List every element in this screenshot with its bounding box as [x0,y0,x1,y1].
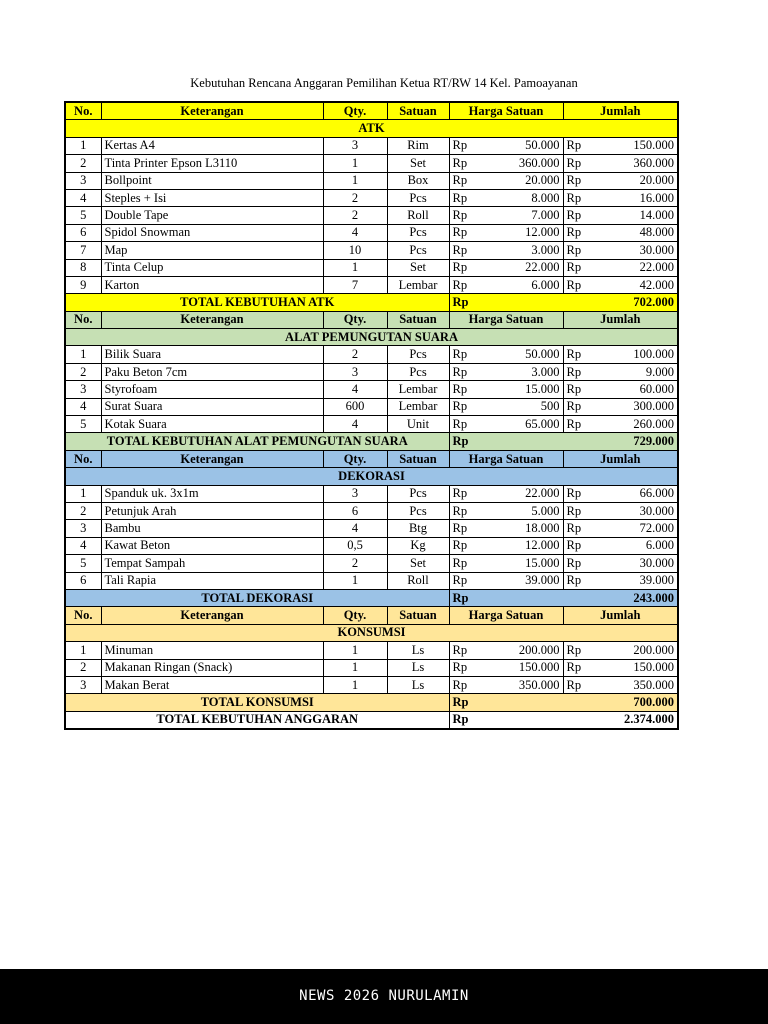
item-unit-price: 7.000 [479,207,563,224]
item-unit-price: 3.000 [479,242,563,259]
price-currency: Rp [449,659,479,676]
price-currency: Rp [449,520,479,537]
table-row [65,207,678,224]
item-unit-price: 39.000 [479,572,563,589]
item-unit-price: 8.000 [479,189,563,206]
price-currency: Rp [449,381,479,398]
amount-header: Jumlah [563,450,678,467]
item-qty: 3 [323,137,387,154]
item-amount: 260.000 [593,416,678,433]
header-row [65,450,678,467]
item-unit-price: 6.000 [479,276,563,293]
item-unit-price: 22.000 [479,485,563,502]
item-amount: 150.000 [593,137,678,154]
item-unit-price: 50.000 [479,137,563,154]
section-title: DEKORASI [65,468,678,485]
description-header: Keterangan [101,450,323,467]
table-row [65,555,678,572]
item-description: Bilik Suara [101,346,323,363]
section-total-amount: 729.000 [479,433,678,450]
item-amount: 39.000 [593,572,678,589]
item-unit: Pcs [387,346,449,363]
item-no: 5 [65,416,101,433]
item-unit-price: 18.000 [479,520,563,537]
unit-header: Satuan [387,102,449,120]
section-title-row [65,329,678,346]
amount-header: Jumlah [563,311,678,328]
table-row [65,416,678,433]
total-currency: Rp [563,398,593,415]
table-row [65,485,678,502]
total-currency: Rp [563,207,593,224]
section-total-currency: Rp [449,694,479,711]
item-amount: 300.000 [593,398,678,415]
item-amount: 42.000 [593,276,678,293]
price-currency: Rp [449,189,479,206]
price-currency: Rp [449,502,479,519]
section-total-label: TOTAL KONSUMSI [65,694,449,711]
price-currency: Rp [449,642,479,659]
section-total-currency: Rp [449,589,479,606]
item-description: Minuman [101,642,323,659]
price-currency: Rp [449,276,479,293]
item-description: Petunjuk Arah [101,502,323,519]
item-unit-price: 200.000 [479,642,563,659]
price-currency: Rp [449,259,479,276]
price-currency: Rp [449,224,479,241]
item-qty: 600 [323,398,387,415]
item-unit: Ls [387,676,449,693]
item-unit: Kg [387,537,449,554]
price-currency: Rp [449,242,479,259]
item-qty: 1 [323,572,387,589]
item-description: Bollpoint [101,172,323,189]
no-header: No. [65,102,101,120]
total-currency: Rp [563,572,593,589]
price-currency: Rp [449,555,479,572]
unit-price-header: Harga Satuan [449,311,563,328]
section-total-row [65,694,678,711]
grand-total-row [65,711,678,729]
item-description: Steples + Isi [101,189,323,206]
item-unit-price: 360.000 [479,155,563,172]
total-currency: Rp [563,172,593,189]
section-title-row [65,624,678,641]
total-currency: Rp [563,363,593,380]
item-no: 7 [65,242,101,259]
item-qty: 6 [323,502,387,519]
section-total-label: TOTAL KEBUTUHAN ATK [65,294,449,311]
item-unit: Rim [387,137,449,154]
item-amount: 6.000 [593,537,678,554]
item-no: 5 [65,207,101,224]
no-header: No. [65,607,101,624]
item-description: Kotak Suara [101,416,323,433]
item-description: Makan Berat [101,676,323,693]
item-description: Styrofoam [101,381,323,398]
total-currency: Rp [563,259,593,276]
description-header: Keterangan [101,102,323,120]
section-total-currency: Rp [449,433,479,450]
item-amount: 9.000 [593,363,678,380]
item-unit-price: 15.000 [479,381,563,398]
item-no: 5 [65,555,101,572]
total-currency: Rp [563,642,593,659]
item-unit: Lembar [387,398,449,415]
item-amount: 16.000 [593,189,678,206]
item-unit-price: 3.000 [479,363,563,380]
item-qty: 2 [323,207,387,224]
item-qty: 2 [323,346,387,363]
grand-total-amount: 2.374.000 [479,711,678,729]
price-currency: Rp [449,137,479,154]
item-description: Kertas A4 [101,137,323,154]
table-row [65,520,678,537]
item-description: Karton [101,276,323,293]
item-unit: Pcs [387,363,449,380]
price-currency: Rp [449,676,479,693]
item-unit-price: 150.000 [479,659,563,676]
total-currency: Rp [563,381,593,398]
price-currency: Rp [449,485,479,502]
qty-header: Qty. [323,450,387,467]
unit-header: Satuan [387,450,449,467]
item-qty: 0,5 [323,537,387,554]
item-unit-price: 15.000 [479,555,563,572]
section-title-row [65,120,678,137]
item-qty: 2 [323,555,387,572]
total-currency: Rp [563,224,593,241]
item-unit: Ls [387,659,449,676]
item-no: 4 [65,398,101,415]
item-unit: Ls [387,642,449,659]
total-currency: Rp [563,676,593,693]
unit-header: Satuan [387,607,449,624]
section-total-currency: Rp [449,294,479,311]
no-header: No. [65,311,101,328]
item-unit-price: 12.000 [479,224,563,241]
item-qty: 4 [323,381,387,398]
section-total-amount: 700.000 [479,694,678,711]
description-header: Keterangan [101,607,323,624]
total-currency: Rp [563,276,593,293]
item-description: Tempat Sampah [101,555,323,572]
item-amount: 360.000 [593,155,678,172]
amount-header: Jumlah [563,607,678,624]
item-amount: 150.000 [593,659,678,676]
price-currency: Rp [449,155,479,172]
table-row [65,398,678,415]
item-no: 1 [65,485,101,502]
item-description: Kawat Beton [101,537,323,554]
item-unit: Pcs [387,502,449,519]
price-currency: Rp [449,572,479,589]
item-amount: 72.000 [593,520,678,537]
item-qty: 3 [323,363,387,380]
section-total-amount: 702.000 [479,294,678,311]
item-qty: 4 [323,416,387,433]
total-currency: Rp [563,485,593,502]
item-amount: 60.000 [593,381,678,398]
table-row [65,189,678,206]
item-no: 3 [65,676,101,693]
unit-price-header: Harga Satuan [449,607,563,624]
price-currency: Rp [449,207,479,224]
total-currency: Rp [563,502,593,519]
section-total-label: TOTAL DEKORASI [65,589,449,606]
table-row [65,381,678,398]
budget-table [64,101,679,730]
item-unit-price: 12.000 [479,537,563,554]
grand-total-currency: Rp [449,711,479,729]
table-row [65,242,678,259]
section-total-amount: 243.000 [479,589,678,606]
section-title: ATK [65,120,678,137]
total-currency: Rp [563,659,593,676]
item-qty: 1 [323,155,387,172]
item-amount: 350.000 [593,676,678,693]
grand-total-label: TOTAL KEBUTUHAN ANGGARAN [65,711,449,729]
table-row [65,676,678,693]
section-total-row [65,294,678,311]
section-title: KONSUMSI [65,624,678,641]
table-row [65,172,678,189]
item-unit-price: 350.000 [479,676,563,693]
item-no: 2 [65,502,101,519]
section-total-label: TOTAL KEBUTUHAN ALAT PEMUNGUTAN SUARA [65,433,449,450]
item-no: 3 [65,520,101,537]
unit-price-header: Harga Satuan [449,450,563,467]
item-unit: Set [387,259,449,276]
item-unit: Roll [387,572,449,589]
item-unit-price: 22.000 [479,259,563,276]
table-row [65,537,678,554]
item-amount: 20.000 [593,172,678,189]
section-title-row [65,468,678,485]
item-description: Tali Rapia [101,572,323,589]
item-description: Tinta Printer Epson L3110 [101,155,323,172]
item-qty: 1 [323,259,387,276]
item-unit: Pcs [387,485,449,502]
item-description: Spidol Snowman [101,224,323,241]
total-currency: Rp [563,137,593,154]
item-no: 6 [65,572,101,589]
item-qty: 4 [323,520,387,537]
item-no: 4 [65,537,101,554]
price-currency: Rp [449,398,479,415]
item-no: 8 [65,259,101,276]
item-unit: Pcs [387,189,449,206]
item-description: Paku Beton 7cm [101,363,323,380]
item-unit-price: 500 [479,398,563,415]
item-unit: Lembar [387,276,449,293]
table-row [65,346,678,363]
table-row [65,659,678,676]
unit-header: Satuan [387,311,449,328]
item-qty: 1 [323,659,387,676]
item-unit: Pcs [387,224,449,241]
item-unit-price: 20.000 [479,172,563,189]
item-no: 1 [65,137,101,154]
item-no: 1 [65,346,101,363]
item-unit: Set [387,155,449,172]
item-amount: 14.000 [593,207,678,224]
table-row [65,137,678,154]
item-description: Makanan Ringan (Snack) [101,659,323,676]
item-no: 4 [65,189,101,206]
footer-banner: NEWS 2026 NURULAMIN [0,969,768,1024]
item-unit: Btg [387,520,449,537]
item-amount: 100.000 [593,346,678,363]
item-description: Tinta Celup [101,259,323,276]
item-qty: 1 [323,172,387,189]
total-currency: Rp [563,155,593,172]
qty-header: Qty. [323,311,387,328]
item-no: 1 [65,642,101,659]
item-amount: 30.000 [593,502,678,519]
total-currency: Rp [563,537,593,554]
section-total-row [65,433,678,450]
item-unit: Unit [387,416,449,433]
item-no: 6 [65,224,101,241]
price-currency: Rp [449,346,479,363]
item-no: 9 [65,276,101,293]
item-unit-price: 5.000 [479,502,563,519]
total-currency: Rp [563,242,593,259]
item-amount: 22.000 [593,259,678,276]
price-currency: Rp [449,172,479,189]
description-header: Keterangan [101,311,323,328]
item-unit-price: 50.000 [479,346,563,363]
item-qty: 7 [323,276,387,293]
item-unit: Roll [387,207,449,224]
total-currency: Rp [563,189,593,206]
item-description: Double Tape [101,207,323,224]
item-amount: 66.000 [593,485,678,502]
total-currency: Rp [563,346,593,363]
table-row [65,224,678,241]
item-description: Spanduk uk. 3x1m [101,485,323,502]
item-qty: 4 [323,224,387,241]
item-amount: 48.000 [593,224,678,241]
table-row [65,572,678,589]
item-unit-price: 65.000 [479,416,563,433]
item-amount: 30.000 [593,555,678,572]
item-qty: 1 [323,642,387,659]
item-qty: 10 [323,242,387,259]
item-unit: Pcs [387,242,449,259]
amount-header: Jumlah [563,102,678,120]
table-row [65,642,678,659]
document-title: Kebutuhan Rencana Anggaran Pemilihan Ketua RT/RW 14 Kel. Pamoayanan [190,76,578,90]
item-qty: 2 [323,189,387,206]
item-unit: Lembar [387,381,449,398]
price-currency: Rp [449,363,479,380]
price-currency: Rp [449,416,479,433]
item-no: 2 [65,363,101,380]
qty-header: Qty. [323,607,387,624]
item-unit: Set [387,555,449,572]
item-amount: 30.000 [593,242,678,259]
table-row [65,155,678,172]
table-row [65,276,678,293]
item-no: 2 [65,659,101,676]
item-description: Bambu [101,520,323,537]
table-row [65,502,678,519]
table-row [65,363,678,380]
item-no: 2 [65,155,101,172]
item-description: Surat Suara [101,398,323,415]
no-header: No. [65,450,101,467]
table-row [65,259,678,276]
item-amount: 200.000 [593,642,678,659]
unit-price-header: Harga Satuan [449,102,563,120]
total-currency: Rp [563,416,593,433]
section-total-row [65,589,678,606]
item-qty: 1 [323,676,387,693]
total-currency: Rp [563,520,593,537]
item-no: 3 [65,381,101,398]
header-row [65,102,678,120]
price-currency: Rp [449,537,479,554]
header-row [65,607,678,624]
qty-header: Qty. [323,102,387,120]
header-row [65,311,678,328]
section-title: ALAT PEMUNGUTAN SUARA [65,329,678,346]
item-no: 3 [65,172,101,189]
item-description: Map [101,242,323,259]
item-qty: 3 [323,485,387,502]
item-unit: Box [387,172,449,189]
total-currency: Rp [563,555,593,572]
